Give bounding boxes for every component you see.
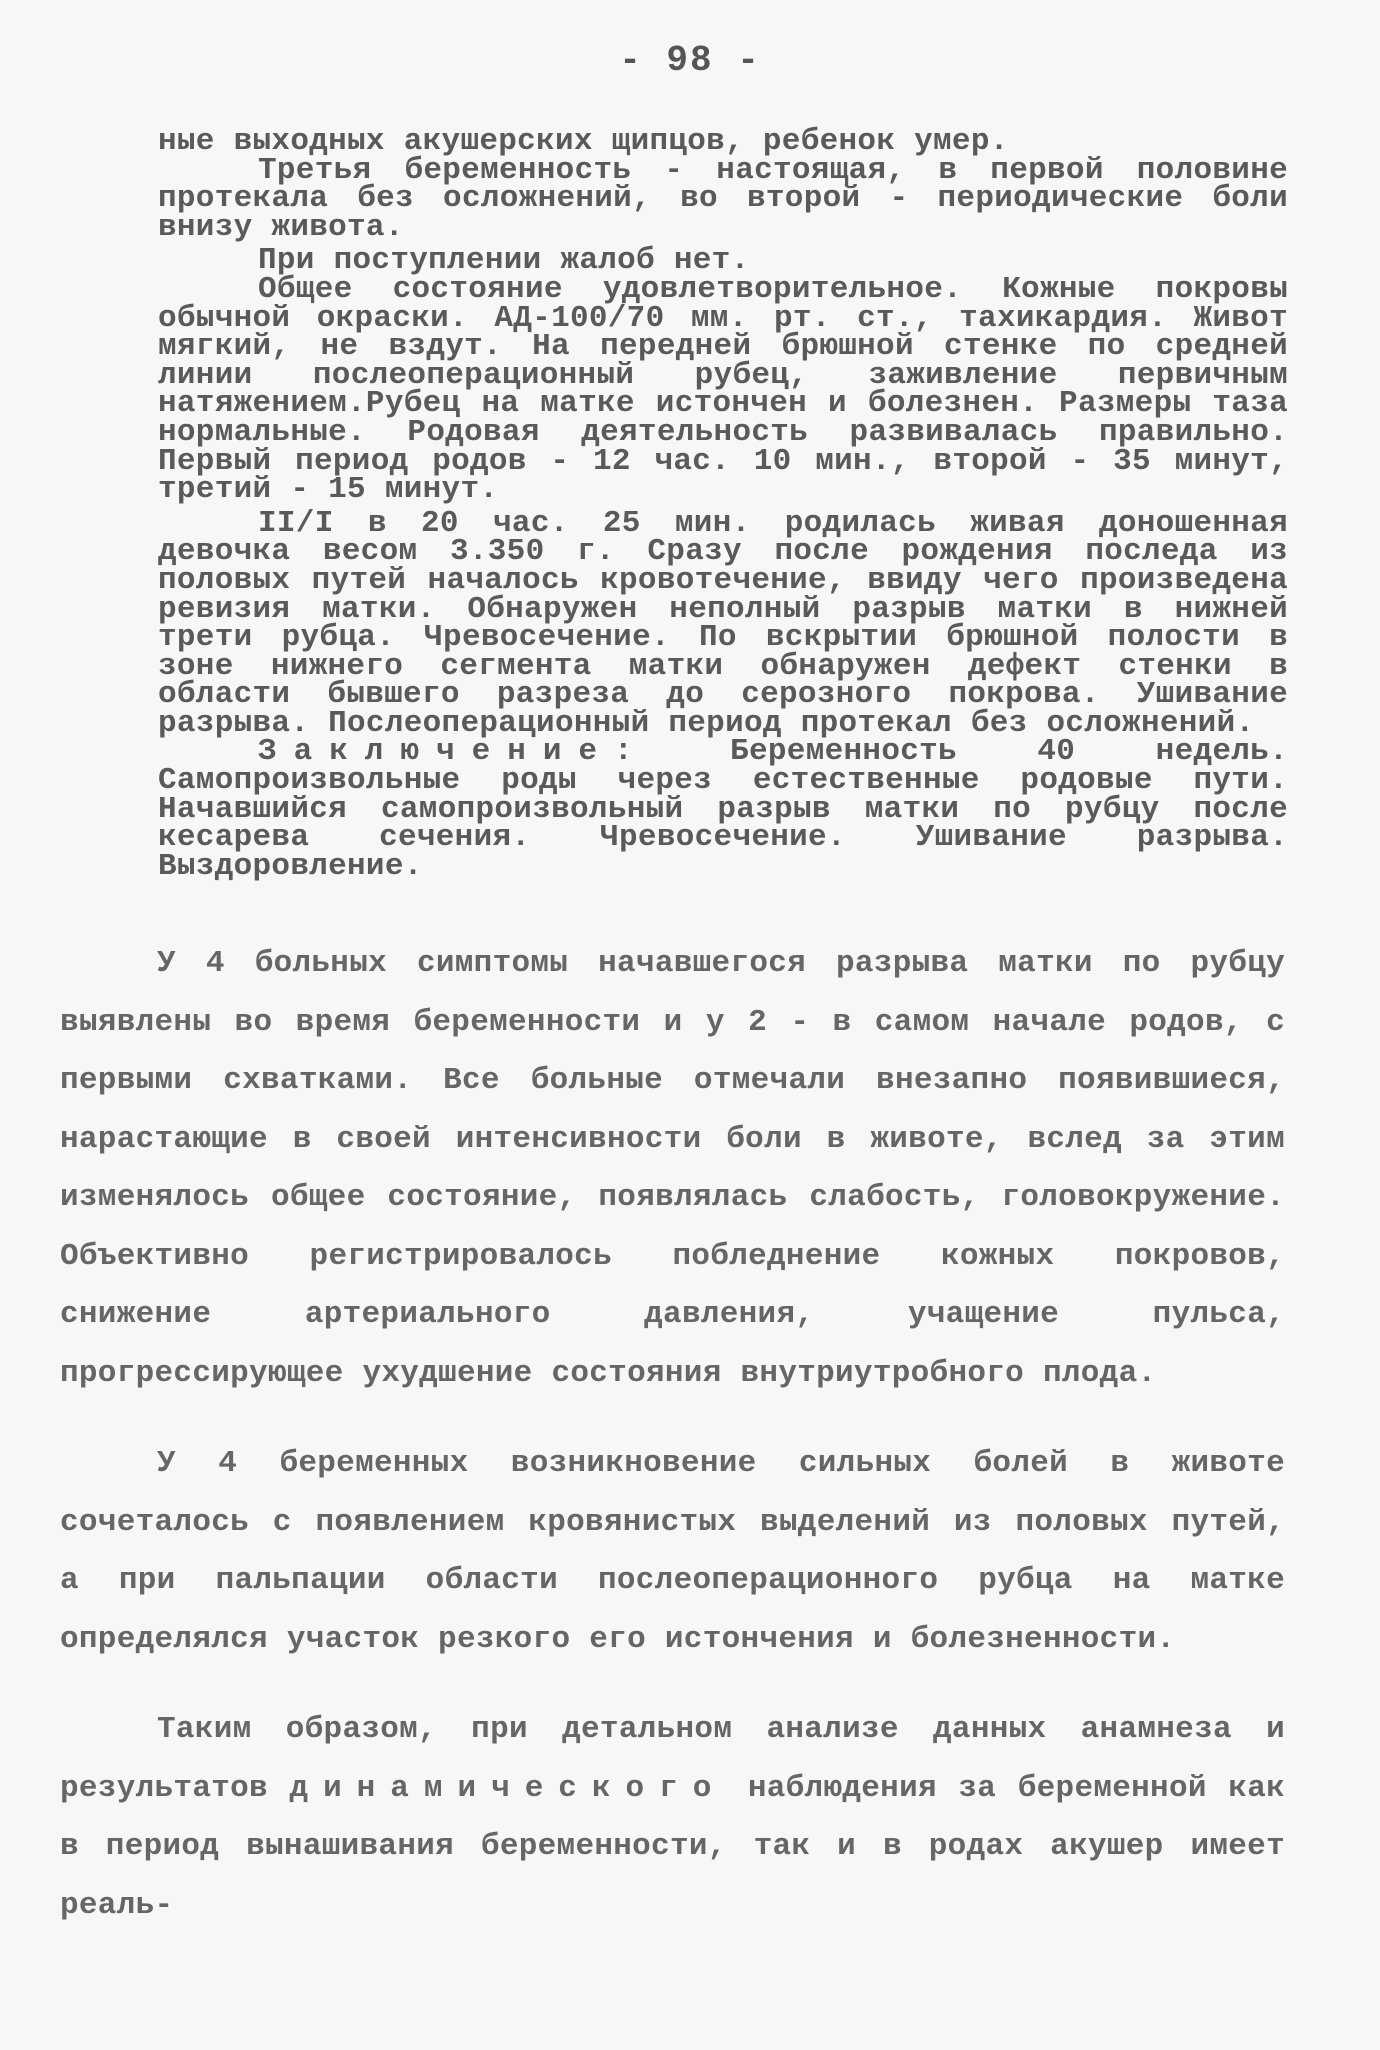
body-paragraph-last	[60, 1701, 1285, 1935]
conclusion-paragraph	[158, 734, 1288, 884]
body-text: наблюдения за беременной как в период вынашивания беременности, так и в родах акушер имеет реаль-	[60, 1770, 1285, 1923]
case-history-block	[158, 124, 1288, 884]
body-text: Таким образом, при детальном анализе данных анамнеза и результатов	[60, 1712, 1285, 1806]
body-paragraph: У 4 беременных возникновение сильных болей в животе сочеталось с появлением кровянистых выделений из половых путей, а при пальпации области послеоперационного рубца на матке определялся участок резкого его истончения и болезненности.	[60, 1446, 1285, 1657]
conclusion-label: Заключение:	[258, 734, 650, 770]
case-paragraph: Третья беременность - настоящая, в первой половине протекала без осложнений, во второй - периодические боли внизу живота.	[158, 152, 1288, 245]
case-paragraph: Общее состояние удовлетворительное. Кожные покровы обычной окраски. АД-100/70 мм. рт. ст., тахикардия. Живот мягкий, не вздут. На передней брюшной стенке по средней линии послеоперационный рубец, заживление первичным натяжением.Рубец на матке истончен и болезнен. Размеры таза нормальные. Родовая деятельность развивалась правильно. Первый период родов - 12 час. 10 мин., второй - 35 минут, третий - 15 минут.	[158, 271, 1288, 508]
body-paragraph: У 4 больных симптомы начавшегося разрыва матки по рубцу выявлены во время беременности и у 2 - в самом начале родов, с первыми схватками. Все больные отмечали внезапно появившиеся, нарастающие в своей интенсивности боли в животе, вслед за этим изменялось общее состояние, появлялась слабость, головокружение. Объективно регистрировалось побледнение кожных покровов, снижение артериального давления, учащение пульса, прогрессирующее ухудшение состояния внутриутробного плода.	[60, 946, 1285, 1391]
case-paragraph: II/I в 20 час. 25 мин. родилась живая доношенная девочка весом 3.350 г. Сразу после рождения последа из половых путей началось кровотечение, ввиду чего произведена ревизия матки. Обнаружен неполный разрыв матки в нижней трети рубца. Чревосечение. По вскрытии брюшной полости в зоне нижнего сегмента матки обнаружен дефект стенки в области бывшего разреза до серозного покрова. Ушивание разрыва. Послеоперационный период протекал без осложнений.	[158, 505, 1288, 741]
emphasized-word: динамического	[289, 1770, 727, 1806]
main-text-block	[60, 935, 1285, 1967]
case-paragraph: При поступлении жалоб нет.	[258, 243, 750, 279]
conclusion-text: Беременность 40 недель. Самопроизвольные роды через естественные родовые пути. Начавшийся самопроизвольный разрыв матки по рубцу после кесарева сечения. Чревосечение. Ушивание разрыва. Выздоровление.	[158, 734, 1288, 884]
case-paragraph: ные выходных акушерских щипцов, ребенок умер.	[158, 124, 1009, 159]
page-number: - 98 -	[619, 40, 761, 81]
